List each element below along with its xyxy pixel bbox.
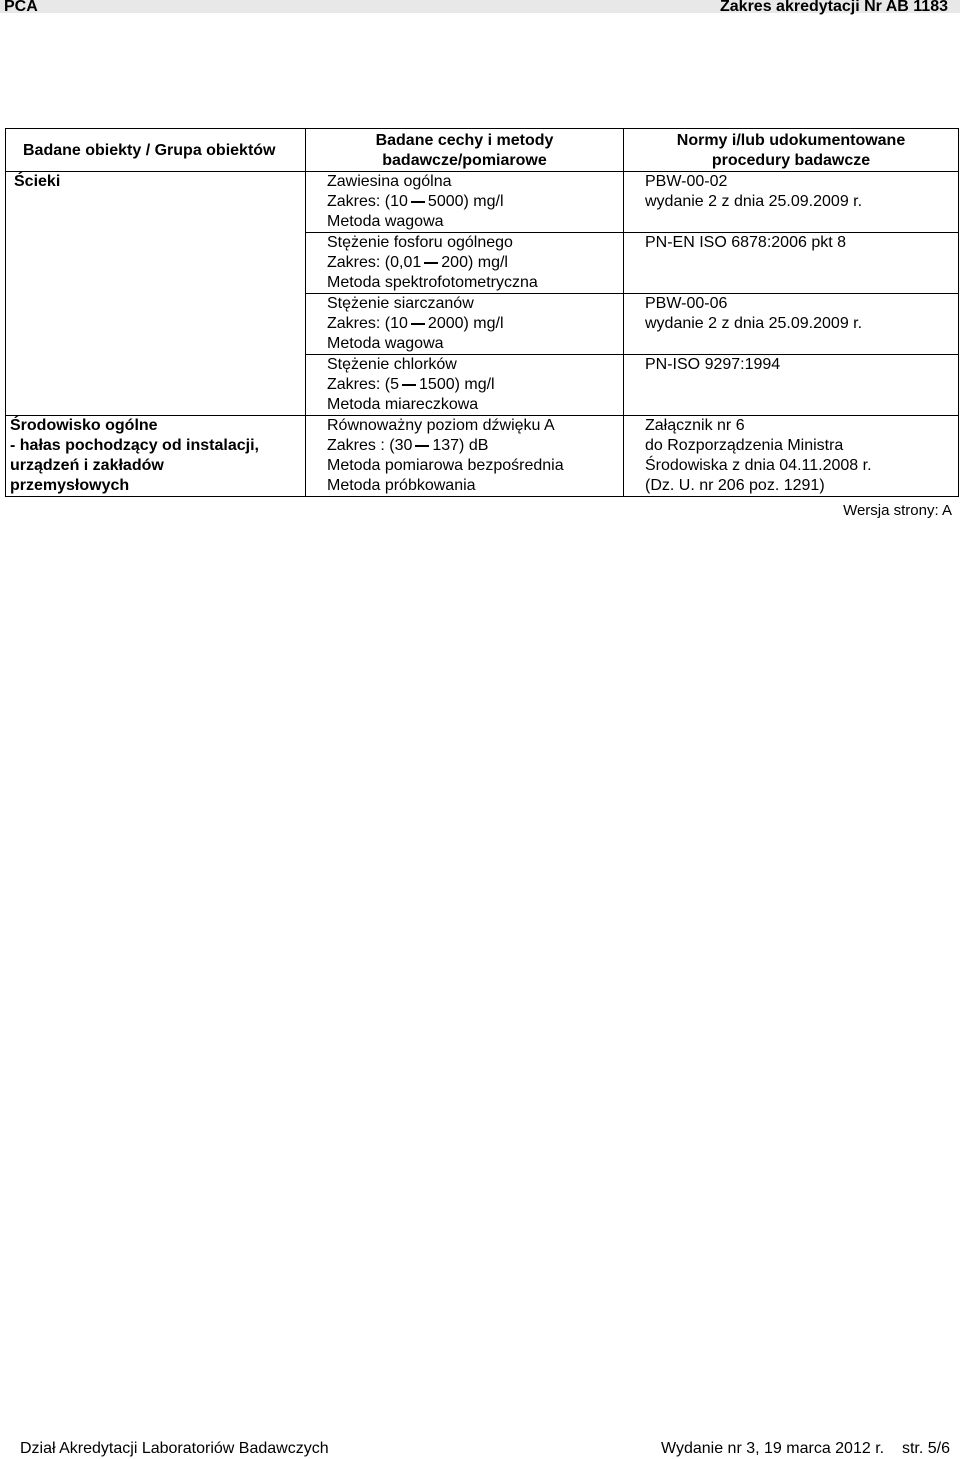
feature-range bbox=[327, 436, 619, 456]
feature-name: Stężenie siarczanów bbox=[327, 295, 474, 312]
norm-line3: Środowiska z dnia 04.11.2008 r. bbox=[645, 457, 872, 474]
norm-line2: do Rozporządzenia Ministra bbox=[645, 437, 844, 454]
table-row bbox=[6, 172, 959, 233]
norm-line4: (Dz. U. nr 206 poz. 1291) bbox=[645, 477, 825, 494]
feature-cell bbox=[306, 172, 624, 233]
range-to: 5000) mg/l bbox=[427, 193, 504, 210]
range-from: Zakres: (5 bbox=[327, 376, 400, 393]
header-norms-line2: procedury badawcze bbox=[711, 152, 871, 169]
range-from: Zakres: (10 bbox=[327, 315, 408, 332]
norm-code: PBW-00-06 bbox=[645, 295, 728, 312]
page-version: Wersja strony: A bbox=[843, 502, 952, 519]
group-environment-line4: przemysłowych bbox=[10, 477, 130, 494]
feature-name: Stężenie chlorków bbox=[327, 356, 457, 373]
header-title: Zakres akredytacji Nr AB 1183 bbox=[720, 0, 948, 15]
header-objects: Badane obiekty / Grupa obiektów bbox=[6, 129, 306, 172]
range-to: 137) dB bbox=[432, 437, 489, 454]
group-environment-line1: Środowisko ogólne bbox=[10, 417, 158, 434]
footer-page-number: str. 5/6 bbox=[901, 1440, 950, 1457]
header-features bbox=[306, 129, 624, 172]
feature-cell bbox=[306, 416, 624, 497]
feature-name: Stężenie fosforu ogólnego bbox=[327, 234, 513, 251]
norm-cell bbox=[624, 294, 959, 355]
norm-code: PBW-00-02 bbox=[645, 173, 728, 190]
header-features-line2: badawcze/pomiarowe bbox=[382, 152, 547, 169]
range-from: Zakres: (0,01 bbox=[327, 254, 422, 271]
feature-range bbox=[327, 192, 619, 212]
norm-code: PN-EN ISO 6878:2006 pkt 8 bbox=[645, 234, 846, 251]
feature-method: Metoda wagowa bbox=[327, 335, 444, 352]
page-header bbox=[0, 0, 960, 13]
norm-edition: wydanie 2 z dnia 25.09.2009 r. bbox=[645, 193, 863, 210]
norm-cell bbox=[624, 416, 959, 497]
header-features-line1: Badane cechy i metody bbox=[375, 132, 554, 149]
group-cell-wastewater bbox=[6, 172, 306, 416]
footer-department: Dział Akredytacji Laboratoriów Badawczych bbox=[20, 1440, 329, 1457]
feature-method: Metoda wagowa bbox=[327, 213, 444, 230]
header-org: PCA bbox=[4, 0, 38, 15]
table-row bbox=[6, 416, 959, 497]
feature-name: Równoważny poziom dźwięku A bbox=[327, 417, 555, 434]
footer-edition: Wydanie nr 3, 19 marca 2012 r. bbox=[661, 1440, 885, 1457]
feature-name: Zawiesina ogólna bbox=[327, 173, 452, 190]
range-dash bbox=[424, 262, 438, 264]
table-header-row bbox=[6, 129, 959, 172]
range-dash bbox=[415, 445, 429, 447]
feature-cell bbox=[306, 233, 624, 294]
norm-code: Załącznik nr 6 bbox=[645, 417, 745, 434]
feature-method: Metoda pomiarowa bezpośrednia bbox=[327, 457, 564, 474]
range-to: 2000) mg/l bbox=[427, 315, 504, 332]
range-dash bbox=[402, 384, 416, 386]
header-norms bbox=[624, 129, 959, 172]
feature-method: Metoda miareczkowa bbox=[327, 396, 479, 413]
range-dash bbox=[411, 323, 425, 325]
norm-cell bbox=[624, 355, 959, 416]
page-footer bbox=[0, 1438, 960, 1459]
range-from: Zakres: (10 bbox=[327, 193, 408, 210]
norm-code: PN-ISO 9297:1994 bbox=[645, 356, 781, 373]
range-to: 1500) mg/l bbox=[419, 376, 495, 393]
header-norms-line1: Normy i/lub udokumentowane bbox=[676, 132, 906, 149]
group-environment-line3: urządzeń i zakładów bbox=[10, 457, 164, 474]
feature-cell bbox=[306, 355, 624, 416]
norm-cell bbox=[624, 233, 959, 294]
range-dash bbox=[411, 201, 425, 203]
norm-cell bbox=[624, 172, 959, 233]
group-environment-line2: - hałas pochodzący od instalacji, bbox=[10, 437, 259, 454]
feature-range bbox=[327, 253, 619, 273]
norm-edition: wydanie 2 z dnia 25.09.2009 r. bbox=[645, 315, 863, 332]
group-wastewater: Ścieki bbox=[14, 173, 61, 190]
group-cell-environment bbox=[6, 416, 306, 497]
range-from: Zakres : (30 bbox=[327, 437, 413, 454]
range-to: 200) mg/l bbox=[441, 254, 508, 271]
feature-cell bbox=[306, 294, 624, 355]
feature-method: Metoda spektrofotometryczna bbox=[327, 274, 538, 291]
feature-method-2: Metoda próbkowania bbox=[327, 477, 476, 494]
feature-range bbox=[327, 314, 619, 334]
accreditation-table bbox=[5, 128, 959, 497]
feature-range bbox=[327, 375, 619, 395]
